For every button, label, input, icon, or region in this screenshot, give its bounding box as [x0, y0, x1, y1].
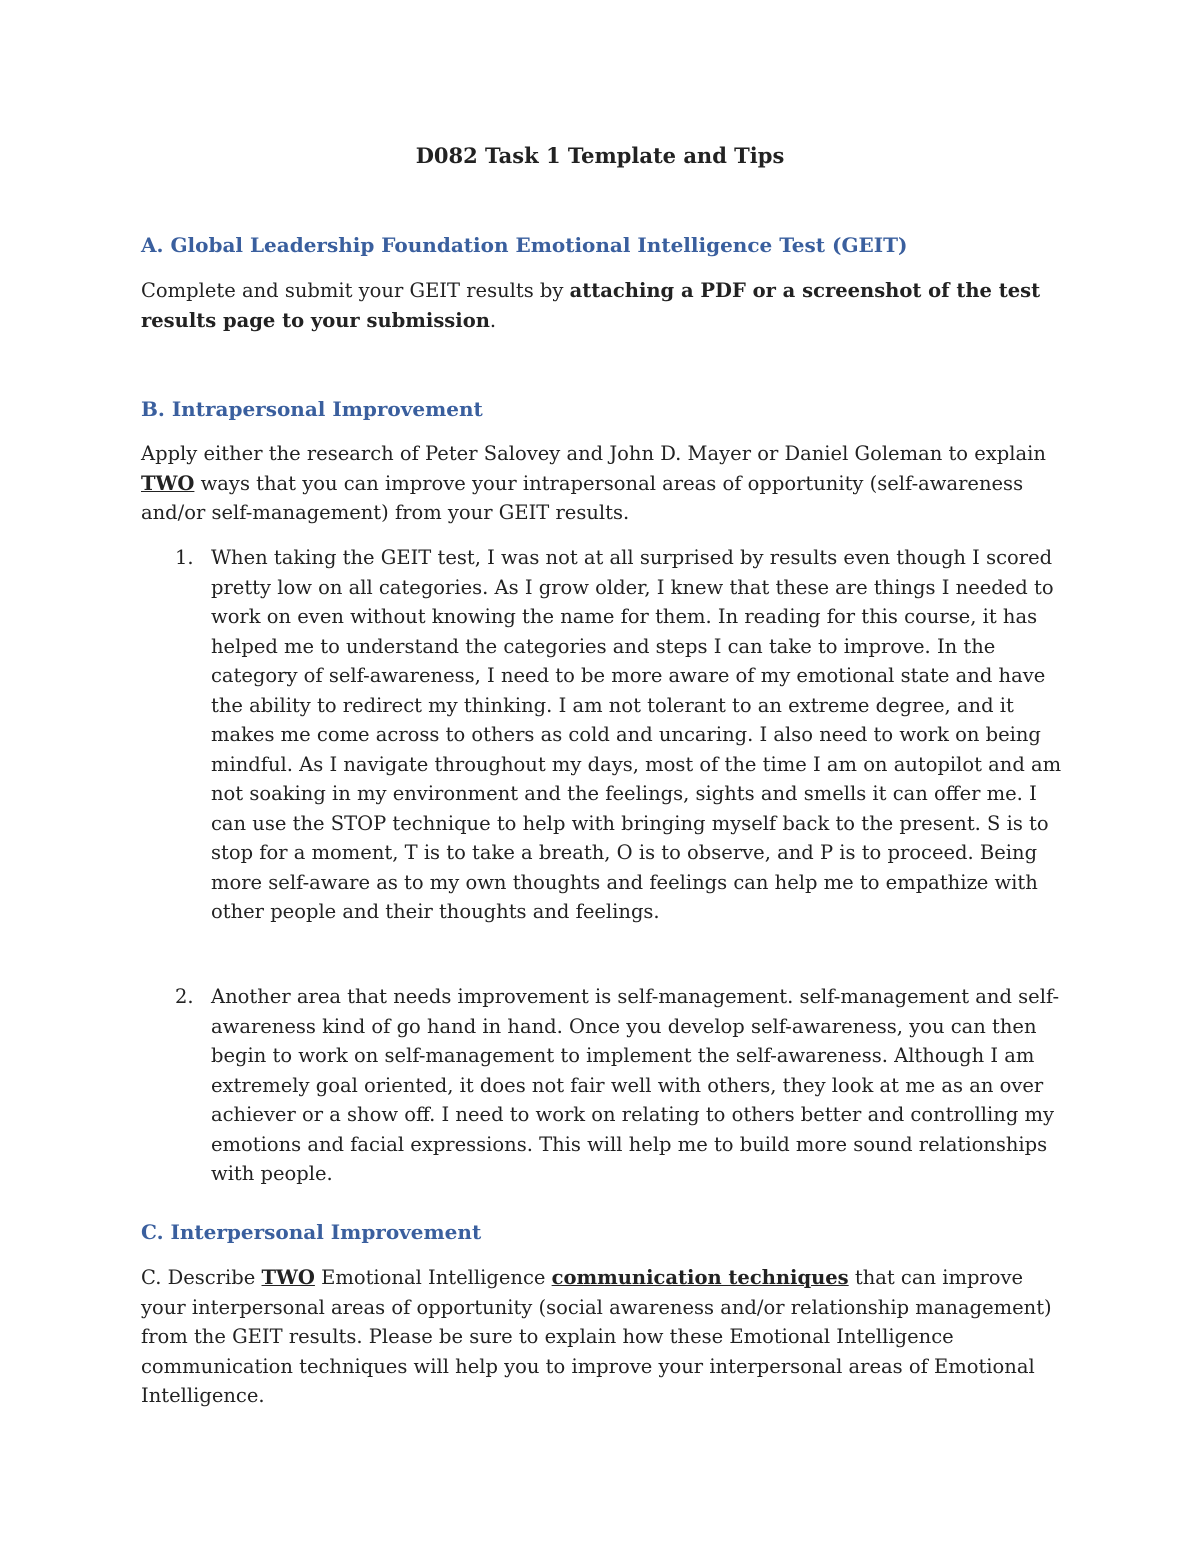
section-b-heading: B. Intrapersonal Improvement	[141, 397, 483, 421]
list-item-number: 2.	[175, 985, 194, 1008]
list-item-text: When taking the GEIT test, I was not at all surprised by results even though I scored pretty low on all categories. As I grow older, I knew that these are things I needed to work on even without knowing the name for them. In reading for this course, it has helped me to understand the categories and steps I can take to improve. In the category of self-awareness, I need to be more aware of my emotional state and have the ability to redirect my thinking. I am not tolerant to an extreme degree, and it makes me come across to others as cold and uncaring. I also need to work on being mindful. As I navigate throughout my days, most of the time I am on autopilot and am not soaking in my environment and the feelings, sights and smells it can offer me. I can use the STOP technique to help with bringing myself back to the present. S is to stop for a moment, T is to take a breath, O is to observe, and P is to proceed. Being more self-aware as to my own thoughts and feelings can help me to empathize with other people and their thoughts and feelings.	[211, 546, 1062, 923]
section-c-text-middle: Emotional Intelligence	[314, 1266, 552, 1289]
section-a-heading: A. Global Leadership Foundation Emotional Intelligence Test (GEIT)	[141, 233, 908, 257]
section-c-text-suffix: that can improve your interpersonal areas of opportunity (social awareness and/or relationship management) from the GEIT results. Please be sure to explain how these Emotional Intelligence communication techniques will help you to improve your interpersonal areas of Emotional Intelligence.	[141, 1266, 1052, 1407]
section-c-heading: C. Interpersonal Improvement	[141, 1220, 482, 1244]
section-a-text-suffix: .	[489, 308, 497, 332]
list-item	[141, 982, 1071, 1185]
section-b-instruction-suffix: ways that you can improve your intrapersonal areas of opportunity (self-awareness and/or self-management) from your GEIT results.	[141, 471, 1024, 524]
section-a-paragraph	[141, 276, 1071, 335]
section-b-instruction-emphasis: TWO	[141, 471, 195, 495]
section-a-text-prefix: Complete and submit your GEIT results by	[141, 279, 570, 302]
document-title: D082 Task 1 Template and Tips	[415, 143, 785, 168]
section-c-text-prefix: C. Describe	[141, 1266, 262, 1289]
section-c-emphasis-techniques: communication techniques	[551, 1266, 849, 1289]
section-b-instruction-prefix: Apply either the research of Peter Salovey and John D. Mayer or Daniel Goleman to explain	[141, 442, 1046, 465]
section-c-emphasis-two: TWO	[261, 1266, 315, 1289]
section-b-instruction	[141, 439, 1071, 528]
list-item	[141, 543, 1071, 928]
list-item-text: Another area that needs improvement is self-management. self-management and self-awareness kind of go hand in hand. Once you develop self-awareness, you can then begin to work on self-management to implement the self-awareness. Although I am extremely goal oriented, it does not fair well with others, they look at me as an over achiever or a show off. I need to work on relating to others better and controlling my emotions and facial expressions. This will help me to build more sound relationships with people.	[211, 985, 1060, 1185]
section-a-text-bold: attaching a PDF or a screenshot of the test results page to your submission	[141, 279, 1041, 332]
section-c-paragraph	[141, 1263, 1071, 1411]
list-item-number: 1.	[175, 546, 194, 569]
